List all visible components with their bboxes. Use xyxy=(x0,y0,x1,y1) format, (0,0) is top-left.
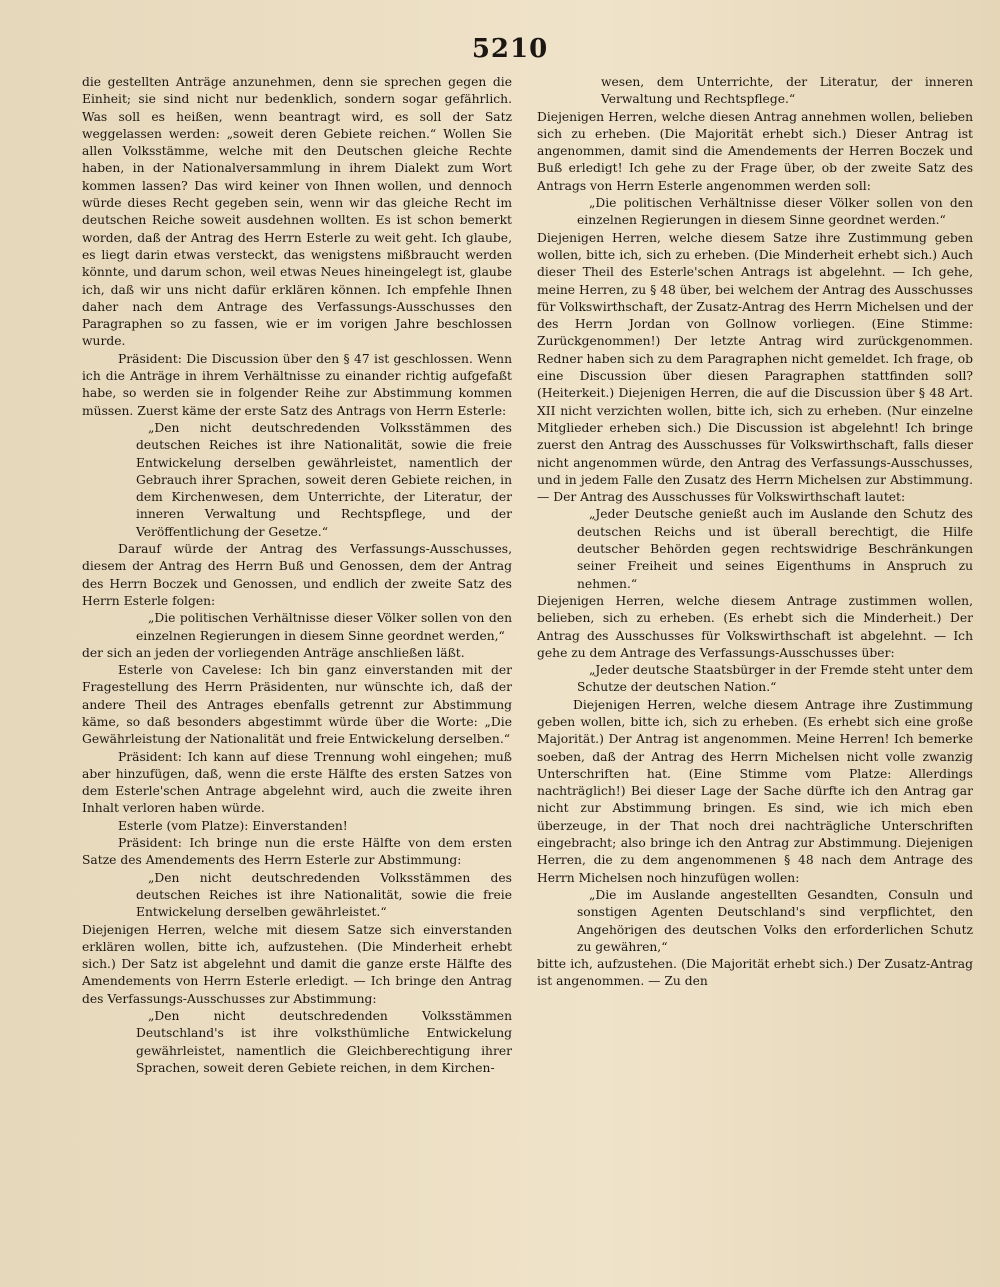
paragraph: Präsident: Die Discussion über den § 47 ist geschlossen. Wenn ich die Anträge in ihrem Verhältnisse zu einander richtig aufgefaßt habe, so werden sie in folgender Reihe zur Abstimmung kommen müssen. Zuerst käme der erste Satz des Antrags von Herrn Esterle: xyxy=(82,351,512,418)
paragraph: Diejenigen Herren, welche diesem Antrage ihre Zustimmung geben wollen, bitte ich, sich zu erheben. (Es erhebt sich eine große Majorität.) Der Antrag ist angenommen. Meine Herren! Ich bemerke soeben, daß der Antrag des Herrn Michelsen nicht volle zwanzig Unterschriften hat. (Eine Stimme vom Platze: Allerdings nachträglich!) Bei dieser Lage der Sache dürfte ich den Antrag gar nicht zur Abstimmung bringen. Es sind, wie ich mich eben überzeuge, in der That noch drei nachträgliche Unterschriften eingebracht; also bringe ich den Antrag zur Abstimmung. Diejenigen Herren, die zu dem angenommenen § 48 nach dem Antrage des Herrn Michelsen noch hinzufügen wollen: xyxy=(537,697,973,885)
quotation: „Den nicht deutschredenden Volksstämmen des deutschen Reiches ist ihre Nationalität, sowie die freie Entwickelung derselben gewährleistet.“ xyxy=(136,870,512,920)
paragraph: Esterle (vom Platze): Einverstanden! xyxy=(118,818,348,833)
paragraph: Diejenigen Herren, welche mit diesem Satze sich einverstanden erklären wollen, bitte ich, aufzustehen. (Die Minderheit erhebt sich.) Der Satz ist abgelehnt und damit die ganze erste Hälfte des Amendements von Herrn Esterle erledigt. — Ich bringe den Antrag des Verfassungs-Ausschusses zur Abstimmung: xyxy=(82,922,512,1006)
quotation: „Den nicht deutschredenden Volksstämmen des deutschen Reiches ist ihre Nationalität, sowie die freie Entwickelung derselben gewährleistet, namentlich der Gebrauch ihrer Sprachen, soweit deren Gebiete reichen, in dem Kirchenwesen, dem Unterrichte, der Literatur, der inneren Verwaltung und Rechtspflege, und der Veröffentlichung der Gesetze.“ xyxy=(136,420,512,539)
quotation: „Die politischen Verhältnisse dieser Völker sollen von den einzelnen Regierungen in diesem Sinne geordnet werden.“ xyxy=(577,196,973,228)
paragraph: Diejenigen Herren, welche diesem Antrage zustimmen wollen, belieben, sich zu erheben. (Es erhebt sich die Minderheit.) Der Antrag des Ausschusses für Volkswirthschaft ist abgelehnt. — Ich gehe zu dem Antrage des Verfassungs-Ausschusses über: xyxy=(537,593,973,660)
paragraph: der sich an jeden der vorliegenden Anträge anschließen läßt. xyxy=(82,645,465,660)
paragraph: Präsident: Ich kann auf diese Trennung wohl eingehen; muß aber hinzufügen, daß, wenn die erste Hälfte des ersten Satzes von dem Esterle'schen Antrage abgelehnt wird, auch die zweite ihren Inhalt verloren haben würde. xyxy=(82,749,512,816)
paragraph: Diejenigen Herren, welche diesem Satze ihre Zustimmung geben wollen, bitte ich, sich zu erheben. (Die Minderheit erhebt sich.) Auch dieser Theil des Esterle'schen Antrags ist abgelehnt. — Ich gehe, meine Herren, zu § 48 über, bei welchem der Antrag des Ausschusses für Volkswirthschaft, der Zusatz-Antrag des Herrn Michelsen und der des Herrn Jordan von Gollnow vorliegen. (Eine Stimme: Zurückgenommen!) Der letzte Antrag wird zurückgenommen. Redner haben sich zu dem Paragraphen nicht gemeldet. Ich frage, ob eine Discussion über diesen Paragraphen stattfinden soll? (Heiterkeit.) Diejenigen Herren, die auf die Discussion über § 48 Art. XII nicht verzichten wollen, bitte ich, sich zu erheben. (Nur einzelne Mitglieder erheben sich.) Die Discussion ist abgelehnt! Ich bringe zuerst den Antrag des Ausschusses für Volkswirthschaft, falls dieser nicht angenommen würde, den Antrag des Verfassungs-Ausschusses, und in jedem Falle den Zusatz des Herrn Michelsen zur Abstimmung. — Der Antrag des Ausschusses für Volkswirthschaft lautet: xyxy=(537,230,973,505)
paragraph: Darauf würde der Antrag des Verfassungs-Ausschusses, diesem der Antrag des Herrn Buß und Genossen, dem der Antrag des Herrn Boczek und Genossen, und endlich der zweite Satz des Herrn Esterle folgen: xyxy=(82,542,512,608)
page-number: 5210 xyxy=(471,34,549,64)
quotation: „Jeder Deutsche genießt auch im Auslande den Schutz des deutschen Reichs und ist überall berechtigt, die Hilfe deutscher Behörden gegen rechtswidrige Beschränkungen seiner Freiheit und seines Eigenthums in Anspruch zu nehmen.“ xyxy=(577,507,973,591)
paragraph: Esterle von Cavelese: Ich bin ganz einverstanden mit der Fragestellung des Herrn Präsidenten, nur wünschte ich, daß der andere Theil des Antrages ebenfalls getrennt zur Abstimmung käme, so daß besonders abgestimmt würde über die Worte: „Die Gewährleistung der Nationalität und freie Entwickelung derselben.“ xyxy=(82,663,512,747)
quotation: „Die im Auslande angestellten Gesandten, Consuln und sonstigen Agenten Deutschland's sind verpflichtet, den Angehörigen des deutschen Volks den erforderlichen Schutz zu gewähren,“ xyxy=(577,887,973,954)
quotation: „Die politischen Verhältnisse dieser Völker sollen von den einzelnen Regierungen in diesem Sinne geordnet werden,“ xyxy=(136,611,512,643)
quotation: „Den nicht deutschredenden Volksstämmen Deutschland's ist ihre volksthümliche Entwickelung gewährleistet, namentlich die Gleichberechtigung ihrer Sprachen, soweit deren Gebiete reichen, in dem Kirchen- xyxy=(136,1009,512,1075)
paragraph: bitte ich, aufzustehen. (Die Majorität erhebt sich.) Der Zusatz-Antrag ist angenommen. — Zu den xyxy=(537,957,973,989)
quotation-continued: wesen, dem Unterrichte, der Literatur, der inneren Verwaltung und Rechtspflege.“ xyxy=(601,75,973,107)
left-column xyxy=(82,74,512,1274)
quotation: „Jeder deutsche Staatsbürger in der Fremde steht unter dem Schutze der deutschen Nation.“ xyxy=(577,663,973,695)
paragraph: Diejenigen Herren, welche diesen Antrag annehmen wollen, belieben sich zu erheben. (Die Majorität erhebt sich.) Dieser Antrag ist angenommen, damit sind die Amendements der Herren Boczek und Buß erledigt! Ich gehe zu der Frage über, ob der zweite Satz des Antrags von Herrn Esterle angenommen werden soll: xyxy=(537,109,973,193)
right-column xyxy=(537,74,973,1274)
paragraph: Präsident: Ich bringe nun die erste Hälfte von dem ersten Satze des Amendements des Herrn Esterle zur Abstimmung: xyxy=(82,836,512,868)
paragraph: die gestellten Anträge anzunehmen, denn sie sprechen gegen die Einheit; sie sind nicht nur bedenklich, sondern sogar gefährlich. Was soll es heißen, wenn beantragt wird, es soll der Satz weggelassen werden: „soweit deren Gebiete reichen.“ Wollen Sie allen Volksstämme, welche mit den Deutschen gleiche Rechte haben, in der Nationalversammlung in ihrem Dialekt zum Wort kommen lassen? Das wird keiner von Ihnen wollen, und dennoch würde dieses Recht gegeben sein, wenn wir das gleiche Recht im deutschen Reiche soweit ausdehnen wollten. Es ist schon bemerkt worden, daß der Antrag des Herrn Esterle zu weit geht. Ich glaube, es liegt darin etwas versteckt, das wenigstens mißbraucht werden könnte, und darum schon, weil etwas Neues hineingelegt ist, glaube ich, daß wir uns nicht dafür erklären können. Ich empfehle Ihnen daher nach dem Antrage des Verfassungs-Ausschusses den Paragraphen so zu fassen, wie er im vorigen Jahre beschlossen wurde. xyxy=(82,75,512,349)
